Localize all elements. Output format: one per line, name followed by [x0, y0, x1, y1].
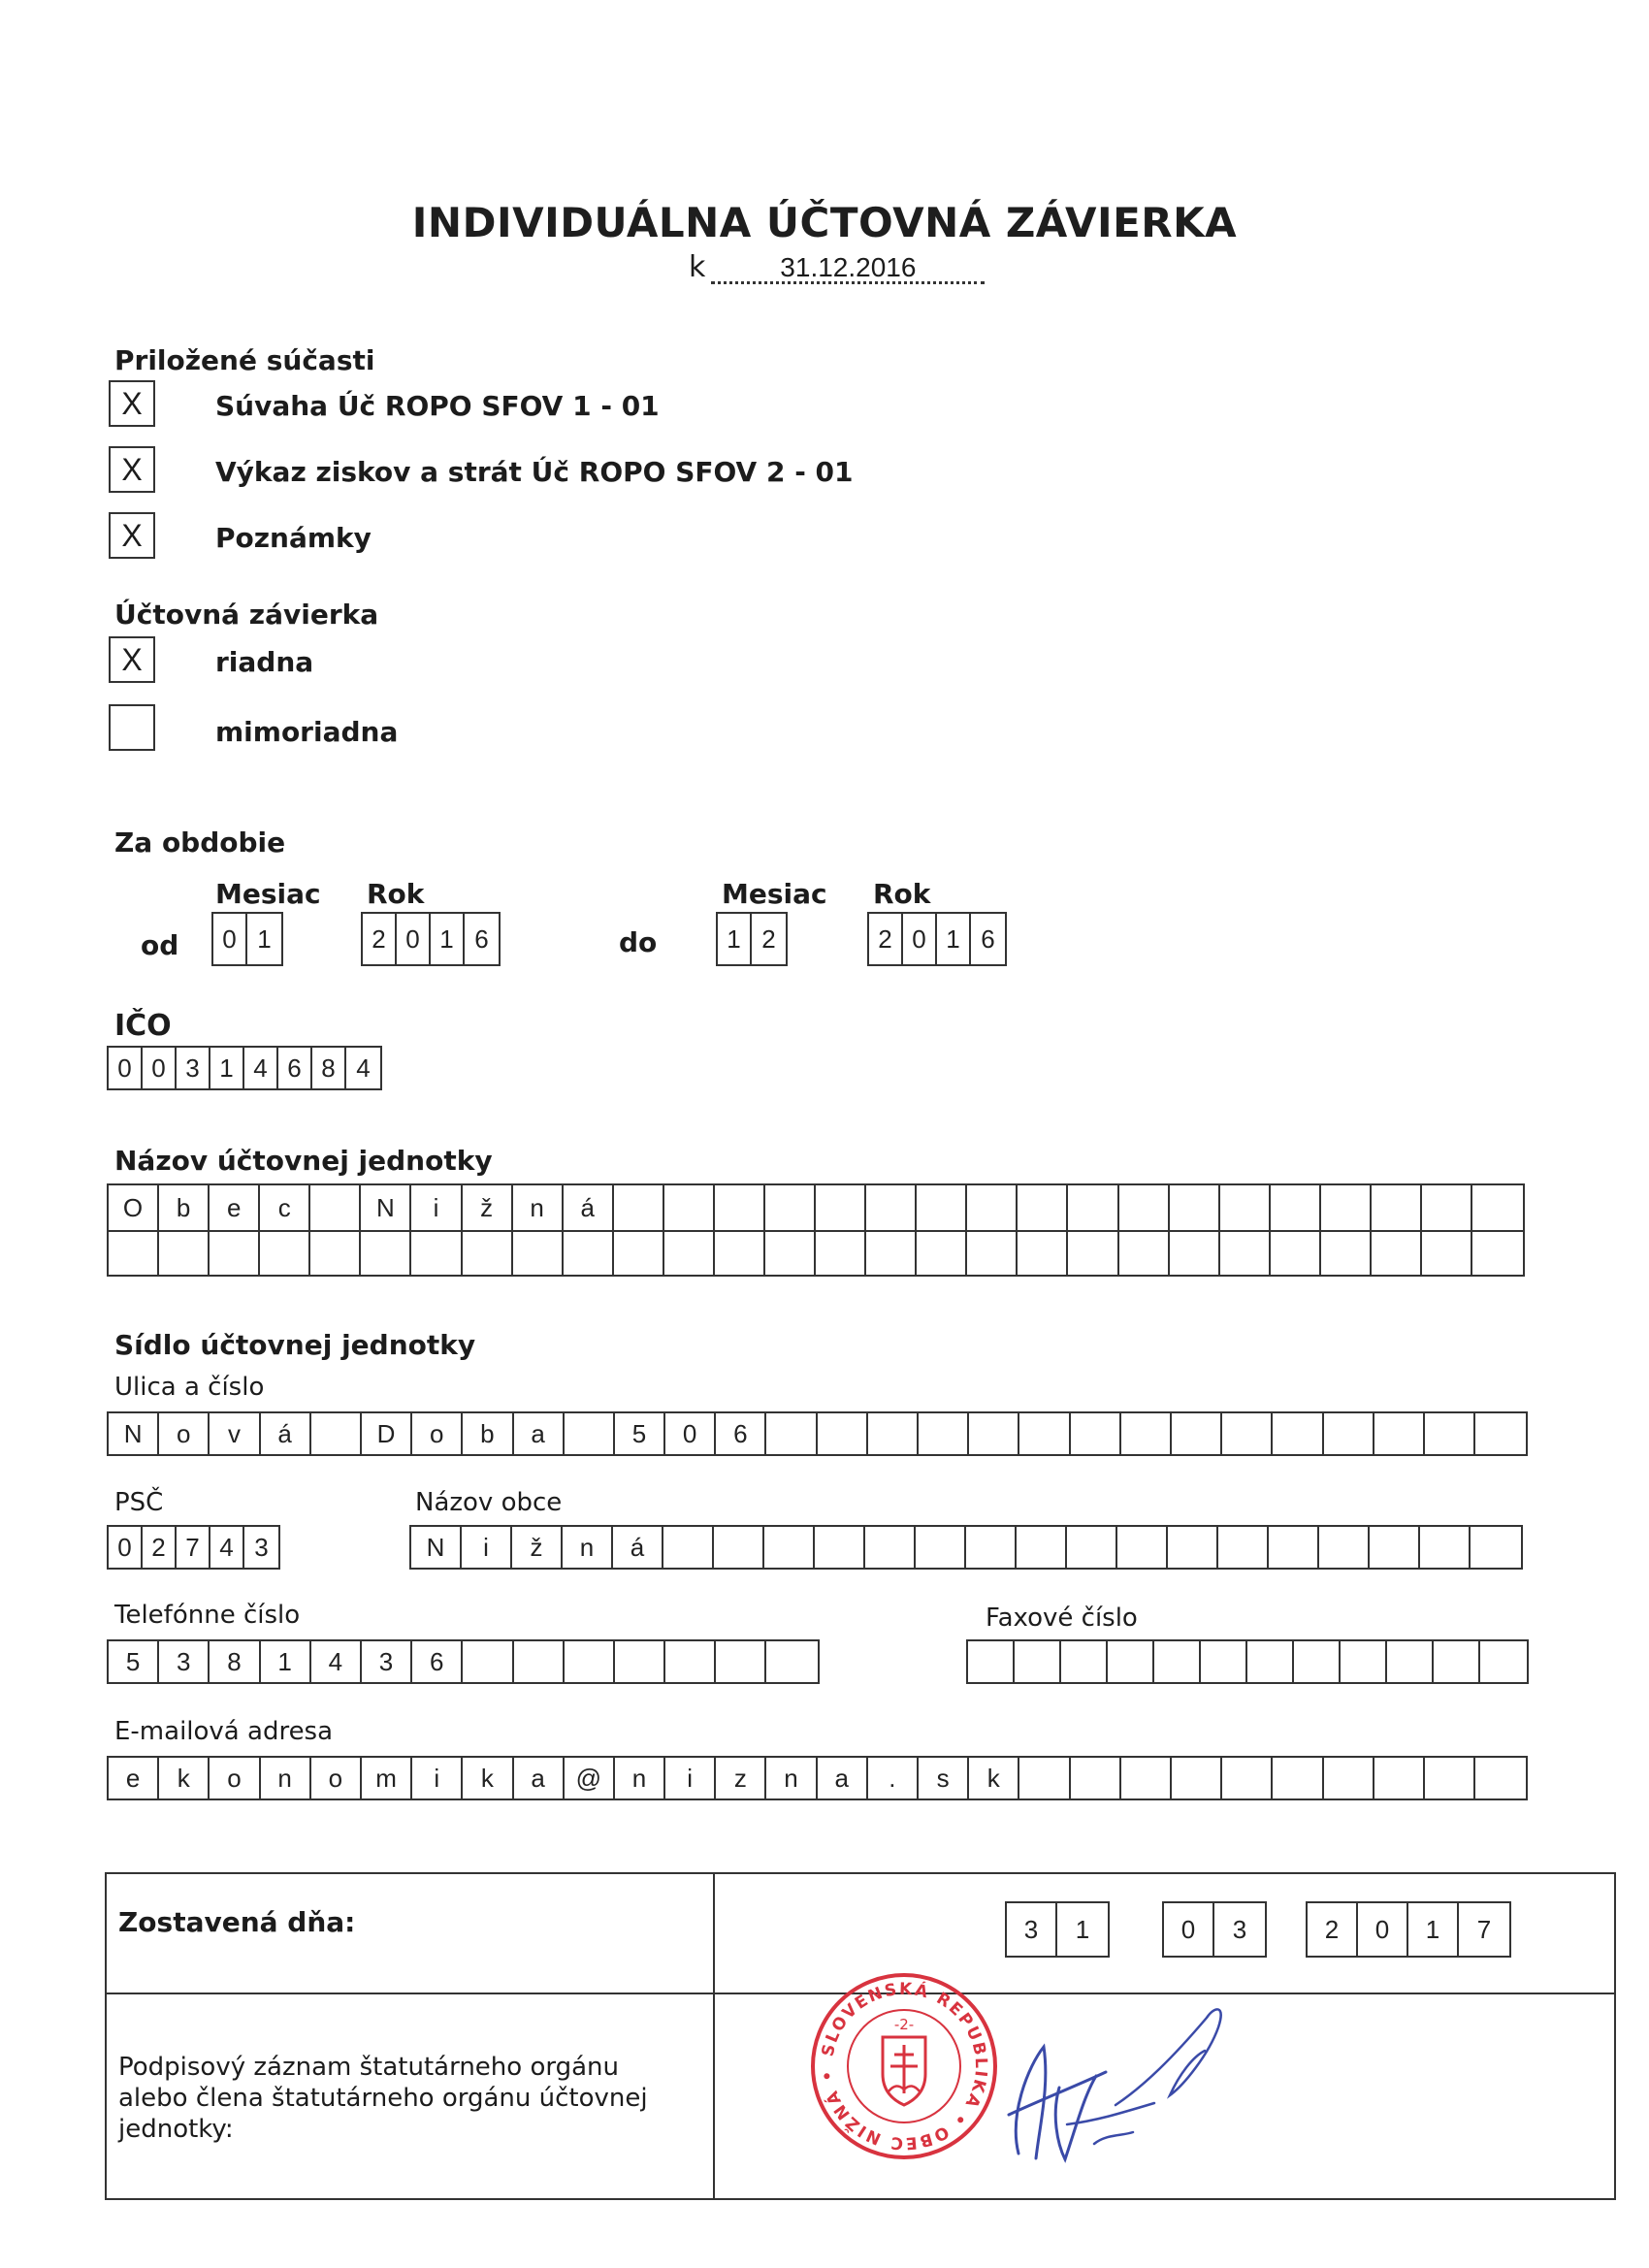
char-cell[interactable]	[1374, 1758, 1425, 1798]
char-cell[interactable]: z	[716, 1758, 766, 1798]
char-cell[interactable]	[614, 1185, 664, 1230]
char-cell[interactable]	[1324, 1758, 1374, 1798]
ico-label: IČO	[114, 1009, 172, 1043]
svg-text:SLOVENSKÁ REPUBLIKA • OBEC NIŽ: SLOVENSKÁ REPUBLIKA • OBEC NIŽNÁ •	[817, 1979, 991, 2154]
char-cell[interactable]	[1017, 1527, 1067, 1568]
char-cell[interactable]	[1422, 1232, 1472, 1275]
char-cell[interactable]: .	[868, 1758, 919, 1798]
char-cell[interactable]	[664, 1232, 715, 1275]
char-cell[interactable]	[967, 1232, 1018, 1275]
char-cell[interactable]: 1	[718, 914, 752, 964]
char-cell[interactable]	[1170, 1232, 1220, 1275]
closing-type-heading: Účtovná závierka	[114, 599, 379, 631]
char-cell[interactable]	[816, 1232, 866, 1275]
char-cell[interactable]	[766, 1413, 817, 1454]
unit-name-field[interactable]	[107, 1183, 1525, 1277]
street-label: Ulica a číslo	[114, 1373, 265, 1402]
char-cell[interactable]: c	[260, 1185, 310, 1230]
char-cell[interactable]: 1	[210, 1048, 244, 1088]
closing-type-label-regular: riadna	[215, 646, 314, 678]
char-cell[interactable]: n	[615, 1758, 665, 1798]
char-cell[interactable]	[1168, 1527, 1218, 1568]
char-cell[interactable]	[866, 1232, 917, 1275]
char-cell[interactable]: 3	[1232, 1914, 1247, 1944]
char-cell[interactable]: 2	[869, 914, 903, 964]
char-cell[interactable]: n	[513, 1185, 564, 1230]
char-cell[interactable]	[1068, 1232, 1118, 1275]
closing-date	[689, 250, 985, 284]
char-cell[interactable]: 8	[312, 1048, 346, 1088]
date-prefix: k	[689, 250, 706, 284]
char-cell[interactable]	[865, 1527, 916, 1568]
char-cell[interactable]	[1434, 1641, 1480, 1682]
char-cell[interactable]: O	[109, 1185, 159, 1230]
char-cell[interactable]: 0	[1358, 1903, 1408, 1956]
char-cell[interactable]	[1372, 1232, 1422, 1275]
period-from-label: od	[141, 929, 179, 961]
char-cell[interactable]: 2	[761, 923, 776, 954]
char-cell[interactable]: v	[210, 1413, 260, 1454]
char-cell[interactable]	[1015, 1641, 1061, 1682]
char-cell[interactable]	[1121, 1413, 1172, 1454]
phone-label: Telefónne číslo	[114, 1601, 301, 1630]
char-cell[interactable]	[514, 1641, 565, 1682]
char-cell[interactable]	[1374, 1413, 1425, 1454]
period-from-month-label: Mesiac	[215, 878, 321, 910]
char-cell[interactable]	[1273, 1758, 1323, 1798]
char-cell[interactable]: 1	[937, 914, 971, 964]
char-cell[interactable]	[1154, 1641, 1201, 1682]
char-cell[interactable]: 0	[397, 914, 431, 964]
char-cell[interactable]: 3	[254, 1532, 269, 1562]
char-cell[interactable]: 0	[665, 1413, 716, 1454]
char-cell[interactable]: 1	[1075, 1914, 1090, 1944]
char-cell[interactable]: 7	[1476, 1914, 1492, 1944]
char-cell[interactable]: 2	[363, 914, 397, 964]
char-cell[interactable]	[1119, 1185, 1170, 1230]
char-cell[interactable]	[764, 1527, 815, 1568]
compiled-day-field[interactable]	[1005, 1901, 1110, 1958]
char-cell[interactable]	[1475, 1413, 1526, 1454]
char-cell[interactable]: a	[818, 1758, 868, 1798]
document-title: INDIVIDUÁLNA ÚČTOVNÁ ZÁVIERKA	[411, 199, 1238, 246]
period-to-month-field[interactable]	[716, 912, 788, 966]
char-cell[interactable]	[564, 1232, 614, 1275]
char-cell[interactable]: 4	[244, 1048, 278, 1088]
char-cell[interactable]: ž	[463, 1185, 513, 1230]
psc-label: PSČ	[114, 1488, 164, 1517]
city-label: Názov obce	[415, 1488, 563, 1517]
char-cell[interactable]	[1172, 1758, 1222, 1798]
char-cell[interactable]: 0	[109, 1527, 143, 1568]
char-cell[interactable]	[1108, 1641, 1154, 1682]
compiled-date-label: Zostavená dňa:	[118, 1906, 356, 1938]
char-cell[interactable]: m	[362, 1758, 412, 1798]
ico-field[interactable]	[107, 1046, 382, 1090]
char-cell[interactable]	[1370, 1527, 1420, 1568]
char-cell[interactable]	[513, 1232, 564, 1275]
char-cell[interactable]: n	[563, 1527, 613, 1568]
period-to-year-field[interactable]	[867, 912, 1007, 966]
char-cell[interactable]	[919, 1413, 969, 1454]
char-cell[interactable]	[665, 1641, 716, 1682]
char-cell[interactable]: 1	[257, 923, 272, 954]
city-field[interactable]	[409, 1525, 1523, 1570]
compiled-month-field[interactable]	[1162, 1901, 1267, 1958]
char-cell[interactable]	[766, 1641, 817, 1682]
char-cell[interactable]: 6	[278, 1048, 312, 1088]
char-cell[interactable]	[715, 1185, 765, 1230]
char-cell[interactable]	[1472, 1232, 1523, 1275]
char-cell[interactable]: á	[613, 1527, 663, 1568]
closing-type-checkbox-extraordinary[interactable]	[109, 704, 155, 751]
char-cell[interactable]	[1061, 1641, 1108, 1682]
char-cell[interactable]: 3	[177, 1048, 210, 1088]
attachments-heading: Priložené súčasti	[114, 344, 375, 376]
char-cell[interactable]: 1	[261, 1641, 311, 1682]
char-cell[interactable]	[1222, 1758, 1273, 1798]
char-cell[interactable]: a	[514, 1413, 565, 1454]
char-cell[interactable]	[1201, 1641, 1247, 1682]
char-cell[interactable]	[1271, 1185, 1321, 1230]
char-cell[interactable]	[1321, 1185, 1372, 1230]
period-to-year-label: Rok	[873, 878, 931, 910]
char-cell[interactable]: 7	[177, 1527, 210, 1568]
char-cell[interactable]: i	[412, 1758, 463, 1798]
char-cell[interactable]	[715, 1232, 765, 1275]
seat-heading: Sídlo účtovnej jednotky	[114, 1329, 476, 1361]
char-cell[interactable]: 1	[431, 914, 465, 964]
char-cell[interactable]: 1	[1408, 1903, 1459, 1956]
char-cell[interactable]	[1247, 1641, 1294, 1682]
char-cell[interactable]	[663, 1527, 714, 1568]
char-cell[interactable]	[1019, 1758, 1070, 1798]
char-cell[interactable]	[159, 1232, 210, 1275]
char-cell[interactable]	[1222, 1413, 1273, 1454]
closing-type-checkbox-regular[interactable]: X	[109, 636, 155, 683]
char-cell[interactable]	[765, 1185, 816, 1230]
char-cell[interactable]: b	[463, 1413, 513, 1454]
char-cell[interactable]: o	[311, 1758, 362, 1798]
char-cell[interactable]	[1471, 1527, 1521, 1568]
char-cell[interactable]	[816, 1185, 866, 1230]
char-cell[interactable]: ž	[512, 1527, 563, 1568]
fax-label: Faxové číslo	[986, 1604, 1138, 1633]
char-cell[interactable]: 3	[1007, 1903, 1057, 1956]
char-cell[interactable]	[1019, 1413, 1070, 1454]
char-cell[interactable]	[463, 1232, 513, 1275]
char-cell[interactable]	[916, 1527, 966, 1568]
char-cell[interactable]: a	[514, 1758, 565, 1798]
char-cell[interactable]	[1067, 1527, 1117, 1568]
char-cell[interactable]: s	[919, 1758, 969, 1798]
email-label: E-mailová adresa	[114, 1717, 334, 1746]
date-value: 31.12.2016	[711, 254, 985, 284]
char-cell[interactable]: e	[109, 1758, 159, 1798]
char-cell[interactable]: k	[159, 1758, 210, 1798]
char-cell[interactable]: k	[463, 1758, 513, 1798]
char-cell[interactable]: 0	[903, 914, 937, 964]
char-cell[interactable]	[1319, 1527, 1370, 1568]
char-cell[interactable]: o	[210, 1758, 260, 1798]
char-cell[interactable]: @	[565, 1758, 615, 1798]
char-cell[interactable]	[1220, 1185, 1271, 1230]
char-cell[interactable]	[716, 1641, 766, 1682]
char-cell[interactable]	[1220, 1232, 1271, 1275]
char-cell[interactable]	[868, 1413, 919, 1454]
char-cell[interactable]: i	[411, 1185, 462, 1230]
svg-text:-2-: -2-	[893, 2016, 915, 2033]
char-cell[interactable]: 6	[474, 923, 489, 954]
char-cell[interactable]: o	[159, 1413, 210, 1454]
attachment-checkbox-income[interactable]: X	[109, 446, 155, 493]
char-cell[interactable]: 0	[143, 1048, 177, 1088]
char-cell[interactable]	[1321, 1232, 1372, 1275]
char-cell[interactable]: N	[361, 1185, 411, 1230]
closing-type-label-extraordinary: mimoriadna	[215, 716, 399, 748]
char-cell[interactable]: 5	[615, 1413, 665, 1454]
char-cell[interactable]	[310, 1185, 361, 1230]
char-cell[interactable]	[967, 1185, 1018, 1230]
char-cell[interactable]	[1121, 1758, 1172, 1798]
char-cell[interactable]: 0	[109, 1048, 143, 1088]
char-cell[interactable]	[714, 1527, 764, 1568]
char-cell[interactable]	[1018, 1232, 1068, 1275]
char-cell[interactable]: á	[564, 1185, 614, 1230]
char-cell[interactable]	[1218, 1527, 1269, 1568]
period-from-year-label: Rok	[367, 878, 425, 910]
char-cell[interactable]	[1172, 1413, 1222, 1454]
char-cell[interactable]	[1271, 1232, 1321, 1275]
email-field[interactable]	[107, 1756, 1528, 1800]
char-cell[interactable]: 5	[109, 1641, 159, 1682]
attachment-checkbox-notes[interactable]: X	[109, 512, 155, 559]
char-cell[interactable]	[1071, 1758, 1121, 1798]
char-cell[interactable]	[664, 1185, 715, 1230]
attachment-label-balance: Súvaha Úč ROPO SFOV 1 - 01	[215, 390, 660, 422]
char-cell[interactable]: 0	[213, 914, 247, 964]
char-cell[interactable]	[361, 1232, 411, 1275]
char-cell[interactable]: D	[362, 1413, 412, 1454]
fax-field[interactable]	[966, 1639, 1529, 1684]
char-cell[interactable]: i	[462, 1527, 512, 1568]
char-cell[interactable]	[411, 1232, 462, 1275]
char-cell[interactable]: 3	[362, 1641, 412, 1682]
psc-field[interactable]	[107, 1525, 280, 1570]
char-cell[interactable]	[1068, 1185, 1118, 1230]
char-cell[interactable]: i	[665, 1758, 716, 1798]
char-cell[interactable]: 0	[1164, 1903, 1214, 1956]
char-cell[interactable]: 3	[159, 1641, 210, 1682]
char-cell[interactable]	[614, 1232, 664, 1275]
char-cell[interactable]	[1372, 1185, 1422, 1230]
char-cell[interactable]	[565, 1641, 615, 1682]
char-cell[interactable]	[1119, 1232, 1170, 1275]
char-cell[interactable]	[310, 1232, 361, 1275]
unit-name-row-2[interactable]	[109, 1230, 1523, 1275]
char-cell[interactable]: 4	[356, 1053, 371, 1083]
char-cell[interactable]	[565, 1413, 615, 1454]
char-cell[interactable]: b	[159, 1185, 210, 1230]
char-cell[interactable]	[818, 1413, 868, 1454]
char-cell[interactable]: e	[210, 1185, 260, 1230]
char-cell[interactable]	[1475, 1758, 1526, 1798]
char-cell[interactable]	[210, 1232, 260, 1275]
char-cell[interactable]: 6	[981, 923, 995, 954]
unit-name-label: Názov účtovnej jednotky	[114, 1145, 493, 1177]
char-cell[interactable]	[765, 1232, 816, 1275]
char-cell[interactable]	[1472, 1185, 1523, 1230]
compiled-year-field[interactable]	[1306, 1901, 1511, 1958]
attachment-label-notes: Poznámky	[215, 522, 372, 554]
char-cell[interactable]: 6	[716, 1413, 766, 1454]
street-field[interactable]	[107, 1411, 1528, 1456]
char-cell[interactable]: N	[109, 1413, 159, 1454]
signature-label: Podpisový záznam štatutárneho orgánu alebo člena štatutárneho orgánu účtovnej jednotky:	[118, 2053, 648, 2144]
char-cell[interactable]: n	[766, 1758, 817, 1798]
attachment-label-income: Výkaz ziskov a strát Úč ROPO SFOV 2 - 01	[215, 456, 854, 488]
period-to-month-label: Mesiac	[722, 878, 827, 910]
char-cell[interactable]	[463, 1641, 513, 1682]
char-cell[interactable]: 2	[143, 1527, 177, 1568]
char-cell[interactable]	[1341, 1641, 1387, 1682]
char-cell[interactable]: k	[969, 1758, 1019, 1798]
char-cell[interactable]	[1425, 1413, 1475, 1454]
char-cell[interactable]: 4	[311, 1641, 362, 1682]
char-cell[interactable]	[615, 1641, 665, 1682]
char-cell[interactable]	[1420, 1527, 1471, 1568]
char-cell[interactable]	[1425, 1758, 1475, 1798]
char-cell[interactable]	[311, 1413, 362, 1454]
char-cell[interactable]: n	[261, 1758, 311, 1798]
char-cell[interactable]	[260, 1232, 310, 1275]
char-cell[interactable]	[866, 1185, 917, 1230]
char-cell[interactable]	[1117, 1527, 1168, 1568]
period-heading: Za obdobie	[114, 826, 286, 859]
char-cell[interactable]: á	[261, 1413, 311, 1454]
char-cell[interactable]	[1294, 1641, 1341, 1682]
char-cell[interactable]	[917, 1232, 967, 1275]
char-cell[interactable]: N	[411, 1527, 462, 1568]
char-cell[interactable]	[1170, 1185, 1220, 1230]
char-cell[interactable]	[968, 1641, 1015, 1682]
char-cell[interactable]	[1273, 1413, 1323, 1454]
char-cell[interactable]	[917, 1185, 967, 1230]
char-cell[interactable]: 2	[1308, 1903, 1358, 1956]
char-cell[interactable]	[1387, 1641, 1434, 1682]
char-cell[interactable]	[1071, 1413, 1121, 1454]
signature-icon	[951, 1979, 1261, 2173]
char-cell[interactable]	[966, 1527, 1017, 1568]
char-cell[interactable]	[1324, 1413, 1374, 1454]
attachment-checkbox-balance[interactable]: X	[109, 380, 155, 427]
char-cell[interactable]	[1422, 1185, 1472, 1230]
char-cell[interactable]	[815, 1527, 865, 1568]
char-cell[interactable]	[1018, 1185, 1068, 1230]
char-cell[interactable]	[969, 1413, 1019, 1454]
period-to-label: do	[619, 926, 658, 958]
char-cell[interactable]: 4	[210, 1527, 244, 1568]
char-cell[interactable]	[1269, 1527, 1319, 1568]
phone-field[interactable]	[107, 1639, 820, 1684]
char-cell[interactable]: 6	[412, 1641, 463, 1682]
char-cell[interactable]: o	[412, 1413, 463, 1454]
char-cell[interactable]	[1480, 1641, 1527, 1682]
unit-name-row-1[interactable]	[109, 1185, 1523, 1230]
char-cell[interactable]	[109, 1232, 159, 1275]
period-from-year-field[interactable]	[361, 912, 501, 966]
period-from-month-field[interactable]	[211, 912, 283, 966]
signature-box-divider	[713, 1874, 715, 2198]
char-cell[interactable]: 8	[210, 1641, 260, 1682]
